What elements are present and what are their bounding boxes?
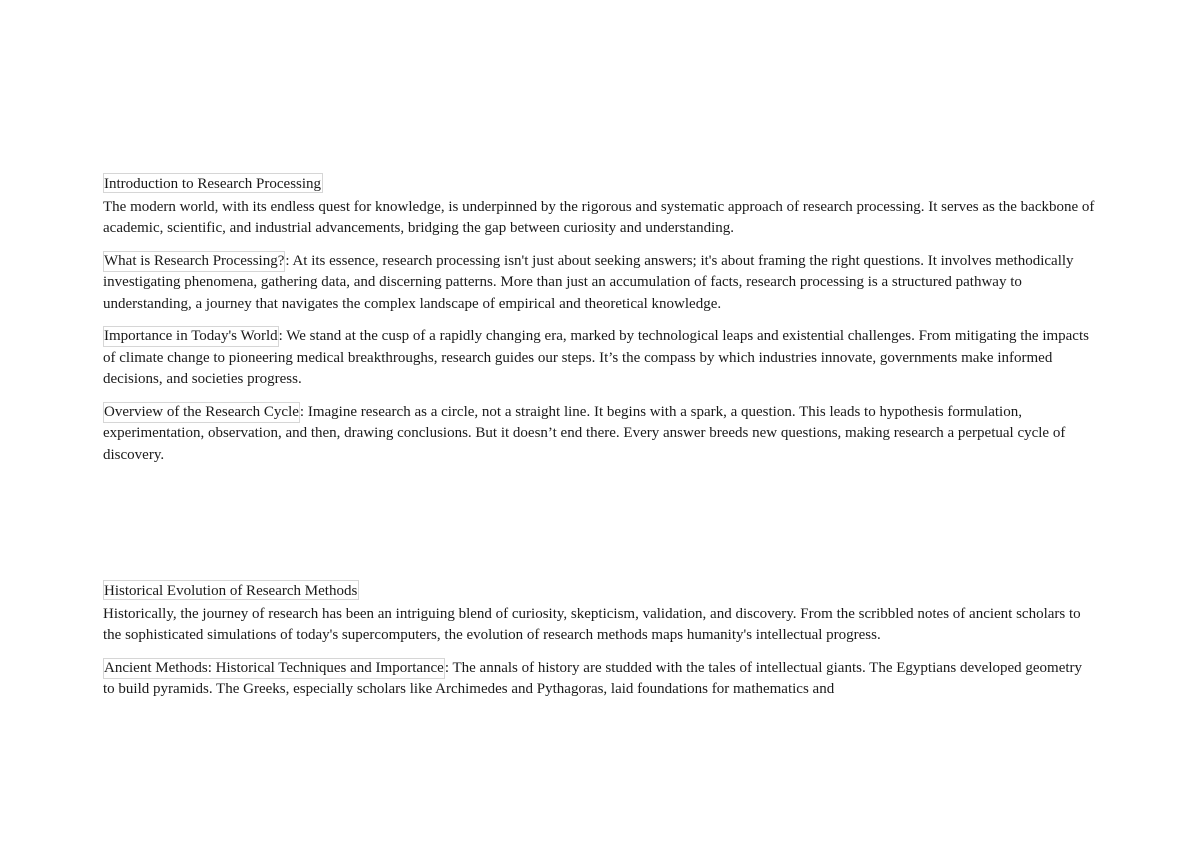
section-introduction xyxy=(103,173,1095,477)
term-importance-today: Importance in Today's World xyxy=(103,326,279,347)
paragraph-research-cycle xyxy=(103,402,1095,467)
paragraph-importance-today xyxy=(103,326,1095,391)
intro-paragraph: The modern world, with its endless quest for knowledge, is underpinned by the rigorous and systematic approach of research processing. It serves as the backbone of academic, scientific, and industrial advancements, bridging the gap between curiosity and understanding. xyxy=(103,198,1095,236)
paragraph-body: : The annals of history are studded with the tales of intellectual giants. The Egyptians developed geometry to build pyramids. The Greeks, especially scholars like Archimedes and Pythagoras, laid foundations for mathematics and xyxy=(103,659,1083,697)
paragraph-body: : We stand at the cusp of a rapidly changing era, marked by technological leaps and existential challenges. From mitigating the impacts of climate change to pioneering medical breakthroughs, research guides our steps. It’s the compass by which industries innovate, governments make informed decisions, and societies progress. xyxy=(103,328,1089,387)
term-research-cycle: Overview of the Research Cycle xyxy=(103,402,300,423)
paragraph-ancient-methods xyxy=(103,658,1095,701)
paragraph-body: : At its essence, research processing isn't just about seeking answers; it's about framing the right questions. It involves methodically investigating phenomena, gathering data, and discerning patterns. More than just an accumulation of facts, research processing is a structured pathway to understanding, a journey that navigates the complex landscape of empirical and theoretical knowledge. xyxy=(103,252,1074,312)
paragraph-body: : Imagine research as a circle, not a straight line. It begins with a spark, a question. This leads to hypothesis formulation, experimentation, observation, and then, drawing conclusions. But it doesn’t end there. Every answer breeds new questions, making research a perpetual cycle of discovery. xyxy=(103,403,1066,463)
section-historical-evolution xyxy=(103,580,1095,712)
section-heading-introduction: Introduction to Research Processing xyxy=(103,173,323,193)
paragraph-what-is-research-processing xyxy=(103,251,1095,316)
term-what-is-research-processing: What is Research Processing? xyxy=(103,251,285,272)
term-ancient-methods: Ancient Methods: Historical Techniques and Importance xyxy=(103,658,445,679)
intro-paragraph: Historically, the journey of research has been an intriguing blend of curiosity, skepticism, validation, and discovery. From the scribbled notes of ancient scholars to the sophisticated simulations of today's supercomputers, the evolution of research methods maps humanity's intellectual progress. xyxy=(103,605,1081,643)
section-heading-historical-evolution: Historical Evolution of Research Methods xyxy=(103,580,359,600)
